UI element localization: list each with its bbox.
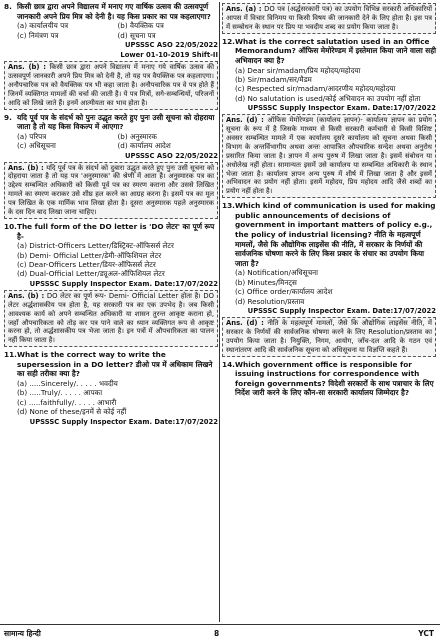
option-c: (c) अधिसूचना xyxy=(17,141,56,151)
question-9 xyxy=(4,113,218,132)
page-number: 8 xyxy=(214,629,220,638)
answer-box xyxy=(4,162,218,219)
question-12 xyxy=(222,37,436,66)
option-c: (c) .....faithfully/. . . . . आभारी xyxy=(17,397,117,407)
option-c: (c) Office order/कार्यालय आदेश xyxy=(235,287,333,297)
options-row xyxy=(4,21,218,30)
question-text: Which government office is responsible for issuing instructions for correspondence with foreign governments? विदेशी सरकारों के साथ पत्राचार के लिए निर्देश जारी करने के लिए कौन-सा सरकारी कार्यालय जिम्मेदार है? xyxy=(235,359,434,398)
option-d: (d) No salutation is used/कोई अभिवादन का उपयोग नहीं होता xyxy=(235,93,421,103)
answer-label: Ans. (d) : xyxy=(226,116,264,125)
option-a: (a) Notification/अधिसूचना xyxy=(235,268,319,278)
question-text: Which kind of communication is used for making public announcements of decisions of government in important matters of policy e.g., the policy of industrial licensing? नीति के महत्वपूर्ण मामलों, जैसे कि औद्योगिक लाइसेंस की नीति, में सरकार के निर्णयों की सार्वजनिक घोषणा करने के लिए किस प्रकार के संचार का उपयोग किया जाता है? xyxy=(235,201,436,268)
question-10 xyxy=(4,222,218,241)
exam-source: Lower 01-10-2019 Shift-II xyxy=(120,51,218,59)
question-11 xyxy=(4,350,218,379)
answer-text: DO लेटर का पूर्ण रूप- Demi- Official Letter होता है। DO लेटर अर्द्धशासकीय पत्र होता है, यह सरकारी पत्र का एक उपभेद है। जब किसी आवश्यक कार्य को अपने सम्बन्धित अधिकारी या शासन तुरन्त आकृष्ट कराना हो, जहाँ औपचारिकता को तोड़ कर पत्र पाने वाले का ध्यान व्यक्तिगत रूप से आकृष्ट करना हो, तो अर्द्धशासकीय पत्र भेजा जाता है। इन पत्रों में औपचारिकता का पालन नहीं किया जाता है। xyxy=(8,291,214,345)
question-number: 10. xyxy=(4,221,17,231)
option-b: (b) Minutes/मिनट्स xyxy=(235,277,297,287)
answer-label: Ans. (d) : xyxy=(226,319,264,328)
question-number: 9. xyxy=(4,112,12,122)
answer-box xyxy=(222,317,436,357)
exam-source: UPSSSC Supply Inspector Exam. Date:17/07/2022 xyxy=(247,307,436,316)
answer-text: यदि पूर्व पत्र के संदर्भ को दुबारा उद्धृत करते हुए पुनः उसी सूचना को दोहराया जाता है तो यह पत्र 'अनुस्मारक' की श्रेणी में आता है। अनुस्मारक पत्र का उद्देश्य सम्बन्धित अधिकारी को किसी पूर्व पत्र का स्मरण कराना और उससे लिखित मामले का स्मरण कराकर उसे शीघ्र हल करने का आग्रह करना है। इसमें पत्र का मूल पत्र लिखित के एक मार्मिक भाव लिखा होता है। दूसरा अनुस्मारक पहले अनुस्मारक के दस दिन बाद लिखा जाना चाहिए। xyxy=(8,163,214,217)
question-number: 13. xyxy=(222,201,235,211)
option-d: (d) कार्यालय आदेश xyxy=(117,141,171,151)
left-column xyxy=(4,2,218,428)
option-b: (b) .....Truly/. . . . . आपका xyxy=(17,388,103,398)
answer-box xyxy=(222,3,436,34)
answer-box xyxy=(4,290,218,347)
option-d: (d) सूचना पत्र xyxy=(117,30,156,40)
option-b: (b) Sir/madam/सर/मैडम xyxy=(235,74,312,84)
question-text: What is the correct salutation used in an Office Memorandum? ऑफिस मेमोरेण्डम में इस्तेमाल किया जाने वाला सही अभिवादन क्या है? xyxy=(235,36,436,65)
answer-text: नीति के महत्वपूर्ण मामलों, जैसे कि औद्योगिक लाइसेंस नीति, में सरकार के निर्णयों की सार्वजनिक घोषणा करने के लिए Resolution/प्रस्ताव का उपयोग किया जाता है। नियुक्ति, निगम, आयोग, जाँच-दल आदि के गठन एवं स्थानांतरण आदि की सार्वजनिक सूचना को अधिसूचना या विज्ञप्ति कहते हैं। xyxy=(226,319,432,354)
footer-subject: सामान्य हिन्दी xyxy=(4,629,41,638)
answer-label: Ans. (b) : xyxy=(8,163,44,172)
option-d: (d) Dual-Official Letter/ड्यूअल-ऑफिशियल लेटर xyxy=(17,269,165,279)
option-c: (c) निमंत्रण पत्र xyxy=(17,30,59,40)
options-row xyxy=(4,141,218,150)
option-a: (a) District-Officers Letter/डिस्ट्रिक्ट-ऑफिसर्स लेटर xyxy=(17,241,174,251)
exam-source: UPSSSC ASO 22/05/2022 xyxy=(124,41,218,49)
options-row xyxy=(4,132,218,141)
page-footer xyxy=(0,624,440,641)
exam-source: UPSSSC Supply Inspector Exam. Date:17/07/2022 xyxy=(29,417,218,426)
answer-label: Ans. (b) : xyxy=(8,63,46,71)
exam-source: UPSSSC Supply Inspector Exam. Date:17/07/2022 xyxy=(29,279,218,288)
option-b: (b) अनुस्मारक xyxy=(117,131,157,141)
question-14 xyxy=(222,360,436,398)
question-number: 11. xyxy=(4,350,17,360)
option-d: (d) Resolution/प्रस्ताव xyxy=(235,296,305,306)
question-8 xyxy=(4,2,218,21)
question-number: 8. xyxy=(4,2,12,11)
answer-box xyxy=(222,114,436,198)
option-c: (c) Respected sir/madam/आदरणीय महोदय/महोदया xyxy=(235,84,396,94)
question-text: किसी छात्र द्वारा अपने विद्यालय में मनाए गए वार्षिक उत्सव की उत्सवपूर्ण जानकारी अपने प्रिय मित्र को देनी है। यह किस प्रकार का पत्र कहलाएगा? xyxy=(17,2,211,21)
answer-label: Ans. (a) : xyxy=(226,5,262,13)
option-c: (c) Dear-Officers Letter/डियर-ऑफिसर्स लेटर xyxy=(17,259,156,269)
exam-source: UPSSSC Supply Inspector Exam. Date:17/07/2022 xyxy=(247,104,436,113)
answer-text: ऑफिस मेमोरेण्डम (कार्यालय ज्ञापन)- कार्यालय ज्ञापन का प्रयोग सूचना के रूप में है जिसके माध्यम से किसी सरकारी कर्मचारी से किसी विशिष्ट अवसर सम्बन्धित मामले में एक कार्यालय दूसरे कार्यालय को सूचना अथवा किसी विभाग के अन्तर्विभागीय अथवा अन्तः आपात्रित औपचारिक सन्देश अथवा अनुरोध प्रसारित किया जाता है। ज्ञापन में अन्य पुरुष में लिखा जाता है। इसमें संबोधन या अधोलेख नहीं होता। सामान्यतः इसमें उसे कार्यालय या सम्बन्धित अधिकारी के स्थान भेजा जाता है। कार्यालय ज्ञापन अन्य पुरुष में शीर्ष में लिखा जाता है और इसमें अभिवादन का प्रयोग नहीं होता। इसमें महोदय, प्रिय महोदय आदि जैसे शब्दों का प्रयोग नहीं होता है। xyxy=(226,116,432,196)
option-a: (a) .....Sincerely/. . . . . भवदीय xyxy=(17,379,118,388)
option-b: (b) Demi- Official Letter/डेमी-ऑफिशियल लेटर xyxy=(17,250,162,260)
answer-text: किसी छात्र द्वारा अपने विद्यालय में मनाए गये वार्षिक उत्सव की उत्सवपूर्ण जानकारी अपने प्रिय मित्र को देनी है, तो यह पत्र वैयक्तिक पत्र कहलाएगा। अनौपचारिक पत्र को वैयक्तिक पत्र भी कहा जाता है। अनौपचारिक पत्र वे पत्र होते हैं जिनमें व्यक्तिगत मामलों की चर्चा की जाती है। ये पत्र मित्रों, सगे-सम्बन्धियों, परिजनों आदि को लिखे जाते हैं। इनमें आत्मीयता का भाव होता है। xyxy=(8,63,214,107)
answer-box xyxy=(4,61,218,110)
option-d: (d) None of these/इनमें से कोई नहीं xyxy=(17,407,127,417)
question-text: यदि पूर्व पत्र के संदर्भ को पुनः उद्धृत करते हुए पुनः उसी सूचना को दोहराया जाता है तो यह किस विकल्प में आएगा? xyxy=(17,112,215,132)
column-divider xyxy=(219,2,220,622)
option-a: (a) Dear sir/madam/प्रिय महोदय/महोदया xyxy=(235,65,361,75)
question-text: What is the correct way to write the supersession in a DO letter? डीओ पत्र में अधिकाम लिखने का सही तरीका क्या है? xyxy=(17,350,213,379)
option-b: (b) वैयक्तिक पत्र xyxy=(117,21,164,31)
options-row xyxy=(4,31,218,40)
option-a: (a) परिपत्र xyxy=(17,131,47,141)
brand-logo: YCT xyxy=(418,629,434,638)
right-column xyxy=(222,2,436,398)
question-number: 12. xyxy=(222,36,235,46)
exam-source: UPSSSC ASO 22/05/2022 xyxy=(124,151,218,160)
question-number: 14. xyxy=(222,359,235,369)
question-13 xyxy=(222,201,436,268)
answer-text: DO पत्र (अर्द्धसरकारी पत्र) का उपयोग विभिन्न सरकारी अधिकारियों आपस में विचार विनिमय या किसी विषय की जानकारी देने के लिए होता है। इस पत्र में सम्बोधन के स्थान पर प्रिय या भवदीय शब्द का प्रयोग किया जाता है। xyxy=(226,5,432,31)
answer-label: Ans. (b) : xyxy=(8,291,45,300)
option-a: (a) कार्यालयीय पत्र xyxy=(17,21,69,31)
question-text: The full form of the DO letter is 'DO लेटर' का पूर्ण रूप है- xyxy=(17,221,215,241)
